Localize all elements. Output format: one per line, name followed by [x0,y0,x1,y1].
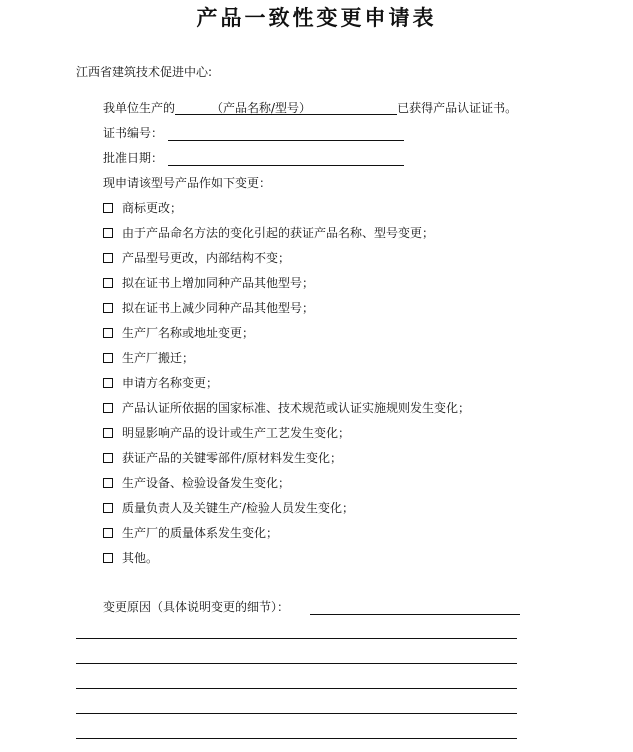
change-item [103,275,470,300]
change-reason-field[interactable] [310,614,520,615]
checkbox[interactable] [103,253,113,263]
change-item-label: 生产厂的质量体系发生变化； [122,526,279,540]
addressee: 江西省建筑技术促进中心: [76,65,213,79]
change-item-label: 质量负责人及关键生产/检验人员发生变化； [122,501,355,515]
change-item [103,325,470,350]
statement-suffix: 已获得产品认证证书。 [397,101,518,115]
checkbox[interactable] [103,403,113,413]
product-name-hint: （产品名称/型号） [211,101,312,115]
change-item [103,550,470,575]
approval-date-label: 批准日期： [103,151,164,165]
checkbox[interactable] [103,203,113,213]
change-item-label: 拟在证书上减少同种产品其他型号； [122,301,315,315]
change-item-label: 生产厂搬迁； [122,351,195,365]
change-item [103,200,470,225]
product-name-field[interactable] [175,100,397,115]
detail-line[interactable] [76,713,517,714]
change-item-label: 其他。 [122,551,159,565]
change-item [103,500,470,525]
checkbox[interactable] [103,553,113,563]
change-item [103,400,470,425]
change-item-label: 明显影响产品的设计或生产工艺发生变化； [122,426,351,440]
change-item-label: 拟在证书上增加同种产品其他型号； [122,276,315,290]
certificate-number-label: 证书编号： [103,126,164,140]
checkbox[interactable] [103,453,113,463]
checkbox[interactable] [103,278,113,288]
change-item [103,375,470,400]
detail-line[interactable] [76,663,517,664]
checkbox[interactable] [103,303,113,313]
change-item [103,475,470,500]
form-title: 产品一致性变更申请表 [196,5,437,30]
statement-line [103,100,517,116]
checkbox[interactable] [103,353,113,363]
change-item-label: 生产厂名称或地址变更； [122,326,255,340]
change-item [103,450,470,475]
change-item-label: 生产设备、检验设备发生变化； [122,476,291,490]
certificate-number-field[interactable] [168,140,404,141]
approval-date-field[interactable] [168,165,404,166]
detail-line[interactable] [76,688,517,689]
change-checklist [103,200,470,575]
change-item [103,525,470,550]
change-item-label: 申请方名称变更； [122,376,219,390]
checkbox[interactable] [103,328,113,338]
statement-prefix: 我单位生产的 [103,101,176,115]
change-reason-label: 变更原因（具体说明变更的细节）： [103,600,290,614]
checkbox[interactable] [103,378,113,388]
checkbox[interactable] [103,478,113,488]
change-item [103,225,470,250]
checkbox[interactable] [103,428,113,438]
change-item-label: 商标更改； [122,201,183,215]
change-item [103,350,470,375]
change-item-label: 产品型号更改，内部结构不变； [122,251,291,265]
change-item-label: 获证产品的关键零部件/原材料发生变化； [122,451,343,465]
change-item [103,250,470,275]
change-item [103,425,470,450]
checkbox[interactable] [103,228,113,238]
detail-line[interactable] [76,638,517,639]
change-item-label: 产品认证所依据的国家标准、技术规范或认证实施规则发生变化； [122,401,471,415]
change-item-label: 由于产品命名方法的变化引起的获证产品名称、型号变更； [122,226,435,240]
detail-line[interactable] [76,738,517,739]
change-intro: 现申请该型号产品作如下变更： [103,176,272,190]
checkbox[interactable] [103,528,113,538]
checkbox[interactable] [103,503,113,513]
change-item [103,300,470,325]
